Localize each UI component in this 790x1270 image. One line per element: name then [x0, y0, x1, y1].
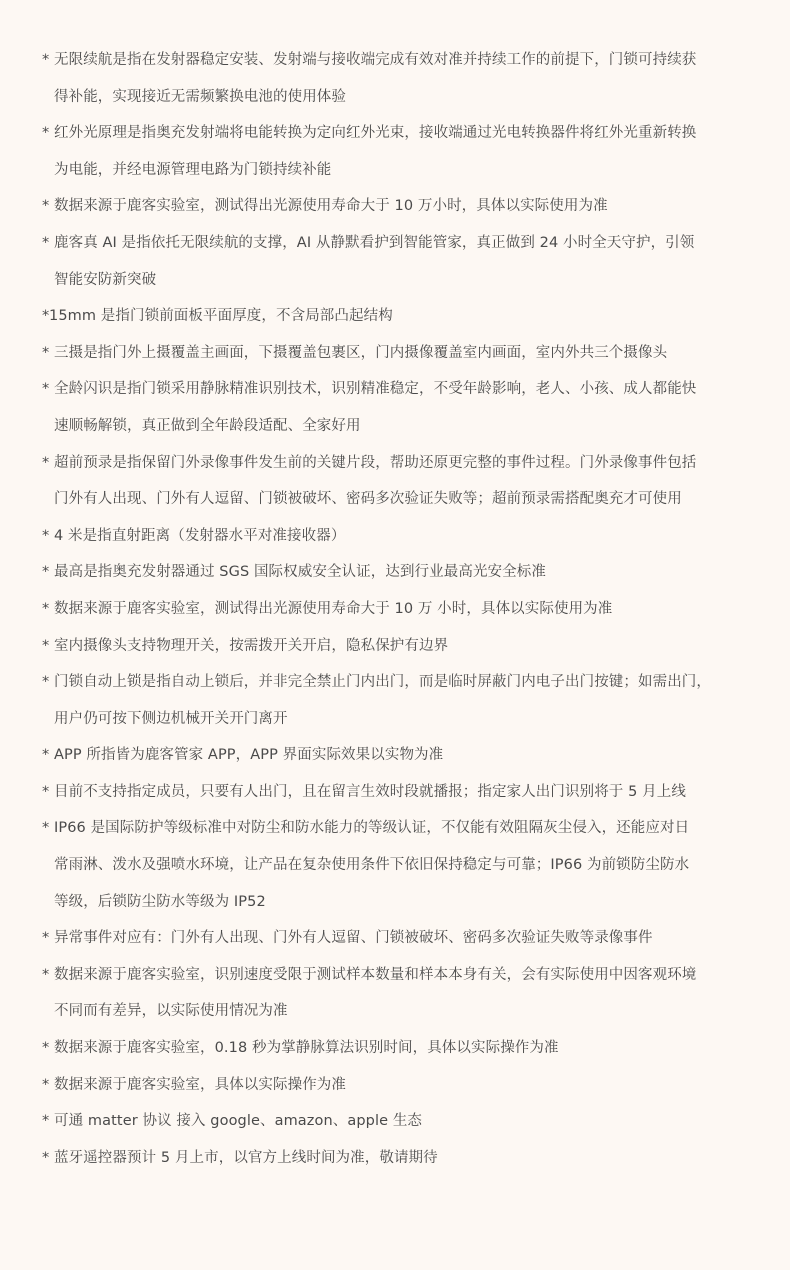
footnote-text	[54, 664, 742, 737]
footnote-line: 智能安防新突破	[54, 271, 157, 288]
footnote-item	[42, 591, 742, 628]
footnote-line: 超前预录是指保留门外录像事件发生前的关键片段，帮助还原更完整的事件过程。门外录像事件包括	[54, 454, 697, 471]
footnote-text	[54, 628, 742, 665]
footnote-asterisk: *	[42, 1113, 50, 1130]
footnote-line: 速顺畅解锁，真正做到全年龄段适配、全家好用	[54, 417, 361, 434]
footnote-item	[42, 42, 742, 115]
footnote-item	[42, 628, 742, 665]
footnote-text	[54, 1030, 742, 1067]
footnote-line: 用户仍可按下侧边机械开关开门离开	[54, 710, 288, 727]
footnote-line: 数据来源于鹿客实验室，测试得出光源使用寿命大于 10 万小时，具体以实际使用为准	[54, 198, 608, 215]
footnote-item	[42, 810, 742, 920]
footnote-item	[42, 554, 742, 591]
footnote-item	[42, 1067, 742, 1104]
footnote-text	[54, 554, 742, 591]
footnote-asterisk: *	[42, 930, 50, 947]
footnote-line: 三摄是指门外上摄覆盖主画面，下摄覆盖包裹区，门内摄像覆盖室内画面，室内外共三个摄像头	[54, 344, 668, 361]
footnote-line: 数据来源于鹿客实验室，具体以实际操作为准	[54, 1076, 346, 1093]
footnote-item	[42, 445, 742, 518]
footnote-text	[54, 920, 742, 957]
footnote-item	[42, 664, 742, 737]
footnote-asterisk: *	[42, 820, 50, 837]
footnote-text	[54, 810, 742, 920]
footnote-line: 最高是指奥充发射器通过 SGS 国际权威安全认证，达到行业最高光安全标准	[54, 564, 546, 581]
footnote-text	[54, 42, 742, 115]
footnote-text	[54, 371, 742, 444]
footnote-item	[42, 371, 742, 444]
footnote-item	[42, 1103, 742, 1140]
footnote-line: 红外光原理是指奥充发射端将电能转换为定向红外光束，接收端通过光电转换器件将红外光重新转换	[54, 125, 697, 142]
footnote-line: 门外有人出现、门外有人逗留、门锁被破坏、密码多次验证失败等；超前预录需搭配奥充才可使用	[54, 491, 682, 508]
footnote-text	[54, 774, 742, 811]
footnote-asterisk: *	[42, 783, 50, 800]
footnote-line: 数据来源于鹿客实验室，0.18 秒为掌静脉算法识别时间，具体以实际操作为准	[54, 1040, 559, 1057]
footnote-asterisk: *	[42, 198, 50, 215]
footnote-item	[42, 774, 742, 811]
footnote-text	[54, 591, 742, 628]
footnote-item	[42, 225, 742, 298]
footnote-item	[42, 920, 742, 957]
footnote-item	[42, 188, 742, 225]
footnote-text	[54, 188, 742, 225]
footnote-line: 鹿客真 AI 是指依托无限续航的支撑，AI 从静默看护到智能管家，真正做到 24 小时全天守护，引领	[54, 234, 695, 251]
footnote-item	[42, 335, 742, 372]
footnote-asterisk: *	[42, 674, 50, 691]
footnote-asterisk: *	[42, 564, 50, 581]
footnote-text	[54, 1067, 742, 1104]
footnote-item	[42, 957, 742, 1030]
footnote-item	[42, 518, 742, 555]
footnote-asterisk: *	[42, 600, 50, 617]
footnote-asterisk: *	[42, 1040, 50, 1057]
footnote-asterisk: *	[42, 381, 50, 398]
footnote-line: 15mm 是指门锁前面板平面厚度，不含局部凸起结构	[49, 308, 393, 325]
footnote-text	[54, 518, 742, 555]
footnote-text	[54, 445, 742, 518]
footnote-asterisk: *	[42, 125, 50, 142]
footnote-text	[54, 335, 742, 372]
footnote-text	[54, 1140, 742, 1177]
footnote-asterisk: *	[42, 234, 50, 251]
footnote-line: 数据来源于鹿客实验室，测试得出光源使用寿命大于 10 万 小时，具体以实际使用为准	[54, 600, 613, 617]
footnote-line: 异常事件对应有：门外有人出现、门外有人逗留、门锁被破坏、密码多次验证失败等录像事件	[54, 930, 653, 947]
footnote-line: 可通 matter 协议 接入 google、amazon、apple 生态	[54, 1113, 423, 1130]
footnote-asterisk: *	[42, 527, 50, 544]
footnote-item	[42, 737, 742, 774]
footnote-item	[42, 1030, 742, 1067]
footnotes-list	[42, 42, 742, 1176]
footnote-line: 得补能，实现接近无需频繁换电池的使用体验	[54, 88, 346, 105]
footnote-line: 不同而有差异，以实际使用情况为准	[54, 1003, 288, 1020]
footnote-line: 4 米是指直射距离（发射器水平对准接收器）	[54, 527, 346, 544]
footnote-asterisk: *	[42, 454, 50, 471]
footnote-asterisk: *	[42, 747, 50, 764]
footnote-line: 目前不支持指定成员，只要有人出门，且在留言生效时段就播报；指定家人出门识别将于 5 月上线	[54, 783, 686, 800]
footnote-text	[54, 957, 742, 1030]
footnote-line: 等级，后锁防尘防水等级为 IP52	[54, 893, 266, 910]
footnote-text	[54, 225, 742, 298]
footnote-line: IP66 是国际防护等级标准中对防尘和防水能力的等级认证，不仅能有效阻隔灰尘侵入，还能应对日	[54, 820, 690, 837]
footnote-asterisk: *	[42, 637, 50, 654]
footnote-asterisk: *	[42, 966, 50, 983]
footnote-asterisk: *	[42, 308, 50, 325]
footnote-line: 门锁自动上锁是指自动上锁后，并非完全禁止门内出门，而是临时屏蔽门内电子出门按键；如需出门，	[54, 674, 711, 691]
footnote-text	[49, 298, 742, 335]
footnote-item	[42, 1140, 742, 1177]
footnote-line: 全龄闪识是指门锁采用静脉精准识别技术，识别精准稳定，不受年龄影响，老人、小孩、成人都能快	[54, 381, 697, 398]
footnote-asterisk: *	[42, 52, 50, 68]
footnote-line: 无限续航是指在发射器稳定安装、发射端与接收端完成有效对准并持续工作的前提下，门锁可持续获	[54, 52, 697, 68]
footnote-text	[54, 1103, 742, 1140]
footnote-asterisk: *	[42, 1076, 50, 1093]
footnote-line: APP 所指皆为鹿客管家 APP，APP 界面实际效果以实物为准	[54, 747, 444, 764]
footnote-line: 为电能，并经电源管理电路为门锁持续补能	[54, 161, 332, 178]
footnote-text	[54, 115, 742, 188]
footnote-asterisk: *	[42, 344, 50, 361]
footnote-item	[42, 298, 742, 335]
footnote-line: 常雨淋、泼水及强喷水环境，让产品在复杂使用条件下依旧保持稳定与可靠；IP66 为前锁防尘防水	[54, 857, 690, 874]
footnote-line: 蓝牙遥控器预计 5 月上市，以官方上线时间为准，敬请期待	[54, 1149, 438, 1166]
footnote-item	[42, 115, 742, 188]
footnote-line: 室内摄像头支持物理开关，按需拨开关开启，隐私保护有边界	[54, 637, 449, 654]
footnote-asterisk: *	[42, 1149, 50, 1166]
footnote-text	[54, 737, 742, 774]
footnote-line: 数据来源于鹿客实验室，识别速度受限于测试样本数量和样本本身有关，会有实际使用中因客观环境	[54, 966, 697, 983]
